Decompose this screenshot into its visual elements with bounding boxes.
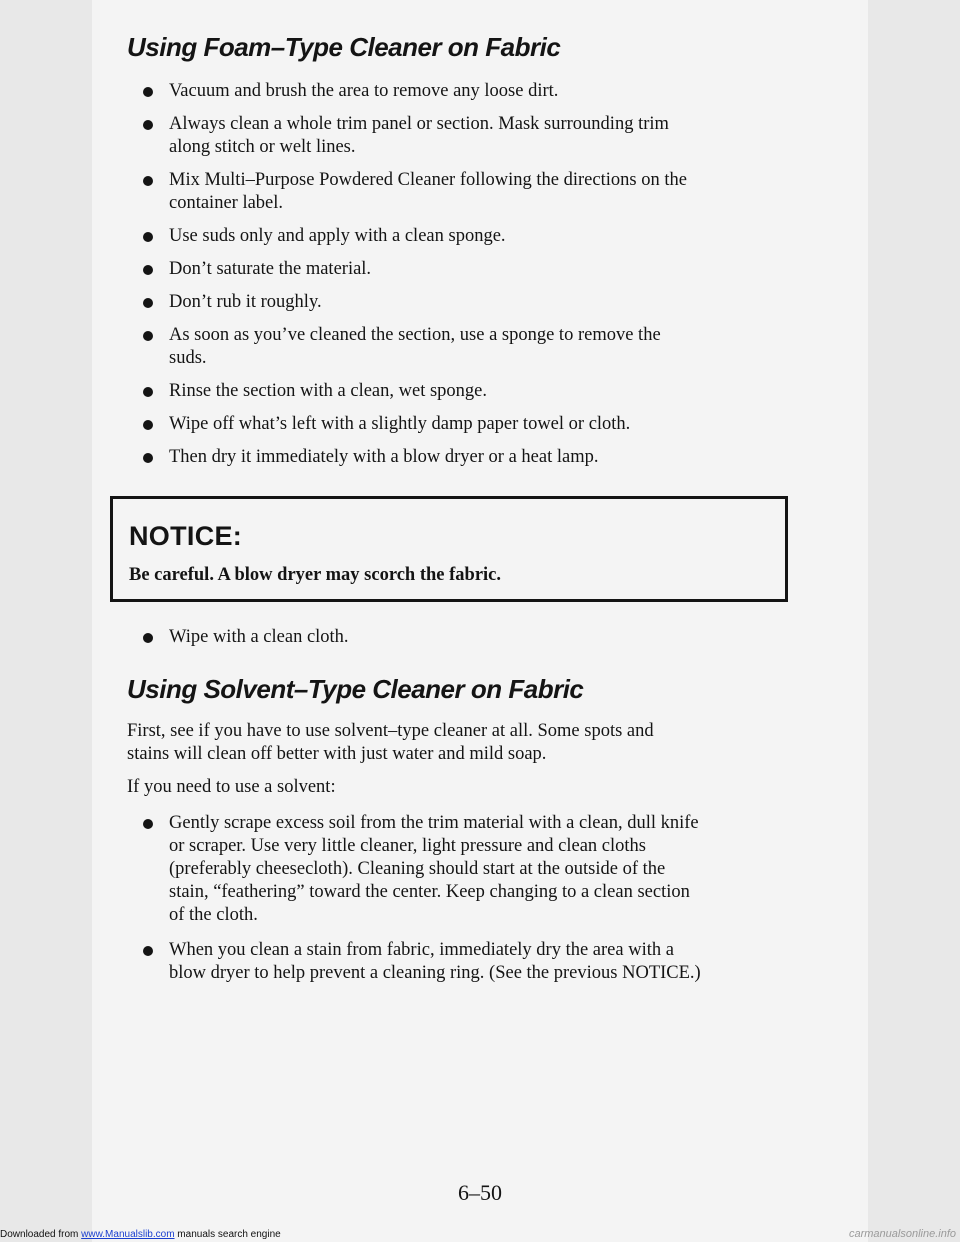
list-item xyxy=(143,291,803,314)
list-item-text xyxy=(169,226,506,246)
text-line: Mix Multi–Purpose Powdered Cleaner following the directions on the xyxy=(169,170,687,190)
foam-steps-list-continued xyxy=(143,626,803,649)
text-line: blow dryer to help prevent a cleaning ring. (See the previous NOTICE.) xyxy=(169,963,701,983)
bullet-icon xyxy=(143,633,153,643)
list-item-text xyxy=(169,447,598,467)
text-line: First, see if you have to use solvent–type cleaner at all. Some spots and xyxy=(127,721,654,741)
text-line: As soon as you’ve cleaned the section, use a sponge to remove the xyxy=(169,325,661,345)
text-line: Gently scrape excess soil from the trim material with a clean, dull knife xyxy=(169,813,699,833)
solvent-condition-paragraph xyxy=(127,776,787,799)
notice-body: Be careful. A blow dryer may scorch the fabric. xyxy=(129,565,502,585)
watermark: carmanualsonline.info xyxy=(848,1228,956,1240)
text-line: When you clean a stain from fabric, immediately dry the area with a xyxy=(169,940,674,960)
list-item-text xyxy=(169,81,558,101)
text-line: Don’t saturate the material. xyxy=(169,259,372,279)
footer-prefix: Downloaded from xyxy=(0,1229,82,1240)
notice-box xyxy=(110,496,788,602)
solvent-steps-list xyxy=(143,812,803,997)
bullet-icon xyxy=(143,453,153,463)
text-line: Don’t rub it roughly. xyxy=(169,292,322,312)
list-item-text xyxy=(169,381,487,401)
list-item xyxy=(143,169,803,215)
bullet-icon xyxy=(143,387,153,397)
bullet-icon xyxy=(143,331,153,341)
text-line: (preferably cheesecloth). Cleaning should start at the outside of the xyxy=(169,859,666,879)
text-line: stain, “feathering” toward the center. Keep changing to a clean section xyxy=(169,882,690,902)
bullet-icon xyxy=(143,232,153,242)
section-title-foam: Using Foam–Type Cleaner on Fabric xyxy=(127,32,561,62)
text-line: suds. xyxy=(169,348,207,368)
text-line: Rinse the section with a clean, wet sponge. xyxy=(169,381,488,401)
bullet-icon xyxy=(143,420,153,430)
list-item xyxy=(143,324,803,370)
list-item xyxy=(143,258,803,281)
list-item xyxy=(143,380,803,403)
text-line: If you need to use a solvent: xyxy=(127,777,336,797)
list-item-text xyxy=(169,170,687,213)
text-line: along stitch or welt lines. xyxy=(169,137,356,157)
list-item-text xyxy=(169,259,371,279)
section-title-solvent: Using Solvent–Type Cleaner on Fabric xyxy=(127,674,584,704)
text-line: stains will clean off better with just water and mild soap. xyxy=(127,744,547,764)
text-line: or scraper. Use very little cleaner, light pressure and clean cloths xyxy=(169,836,646,856)
list-item-text xyxy=(169,813,699,925)
list-item xyxy=(143,413,803,436)
bullet-icon xyxy=(143,819,153,829)
list-item-text xyxy=(169,414,630,434)
bullet-icon xyxy=(143,298,153,308)
download-footer xyxy=(0,1229,281,1240)
text-line: Use suds only and apply with a clean sponge. xyxy=(169,226,506,246)
text-line: of the cloth. xyxy=(169,905,258,925)
list-item xyxy=(143,225,803,248)
footer-suffix: manuals search engine xyxy=(174,1229,281,1240)
list-item-text xyxy=(169,325,661,368)
list-item xyxy=(143,939,803,985)
list-item-text: Wipe with a clean cloth. xyxy=(169,627,349,647)
text-line: container label. xyxy=(169,193,284,213)
list-item xyxy=(143,446,803,469)
list-item xyxy=(143,80,803,103)
list-item xyxy=(143,113,803,159)
bullet-icon xyxy=(143,87,153,97)
text-line: Then dry it immediately with a blow dryer or a heat lamp. xyxy=(169,447,599,467)
page-number: 6–50 xyxy=(458,1180,502,1205)
bullet-icon xyxy=(143,265,153,275)
bullet-icon xyxy=(143,120,153,130)
bullet-icon xyxy=(143,176,153,186)
notice-title: NOTICE: xyxy=(129,521,243,551)
text-line: Vacuum and brush the area to remove any loose dirt. xyxy=(169,81,559,101)
manualslib-link[interactable]: www.Manualslib.com xyxy=(81,1229,175,1240)
list-item-text xyxy=(169,114,669,157)
solvent-intro-paragraph xyxy=(127,720,787,766)
list-item-text xyxy=(169,292,322,312)
list-item xyxy=(143,812,803,927)
list-item xyxy=(143,626,803,649)
text-line: Always clean a whole trim panel or section. Mask surrounding trim xyxy=(169,114,669,134)
text-line: Wipe off what’s left with a slightly damp paper towel or cloth. xyxy=(169,414,631,434)
list-item-text xyxy=(169,940,701,983)
foam-steps-list xyxy=(143,80,803,479)
bullet-icon xyxy=(143,946,153,956)
